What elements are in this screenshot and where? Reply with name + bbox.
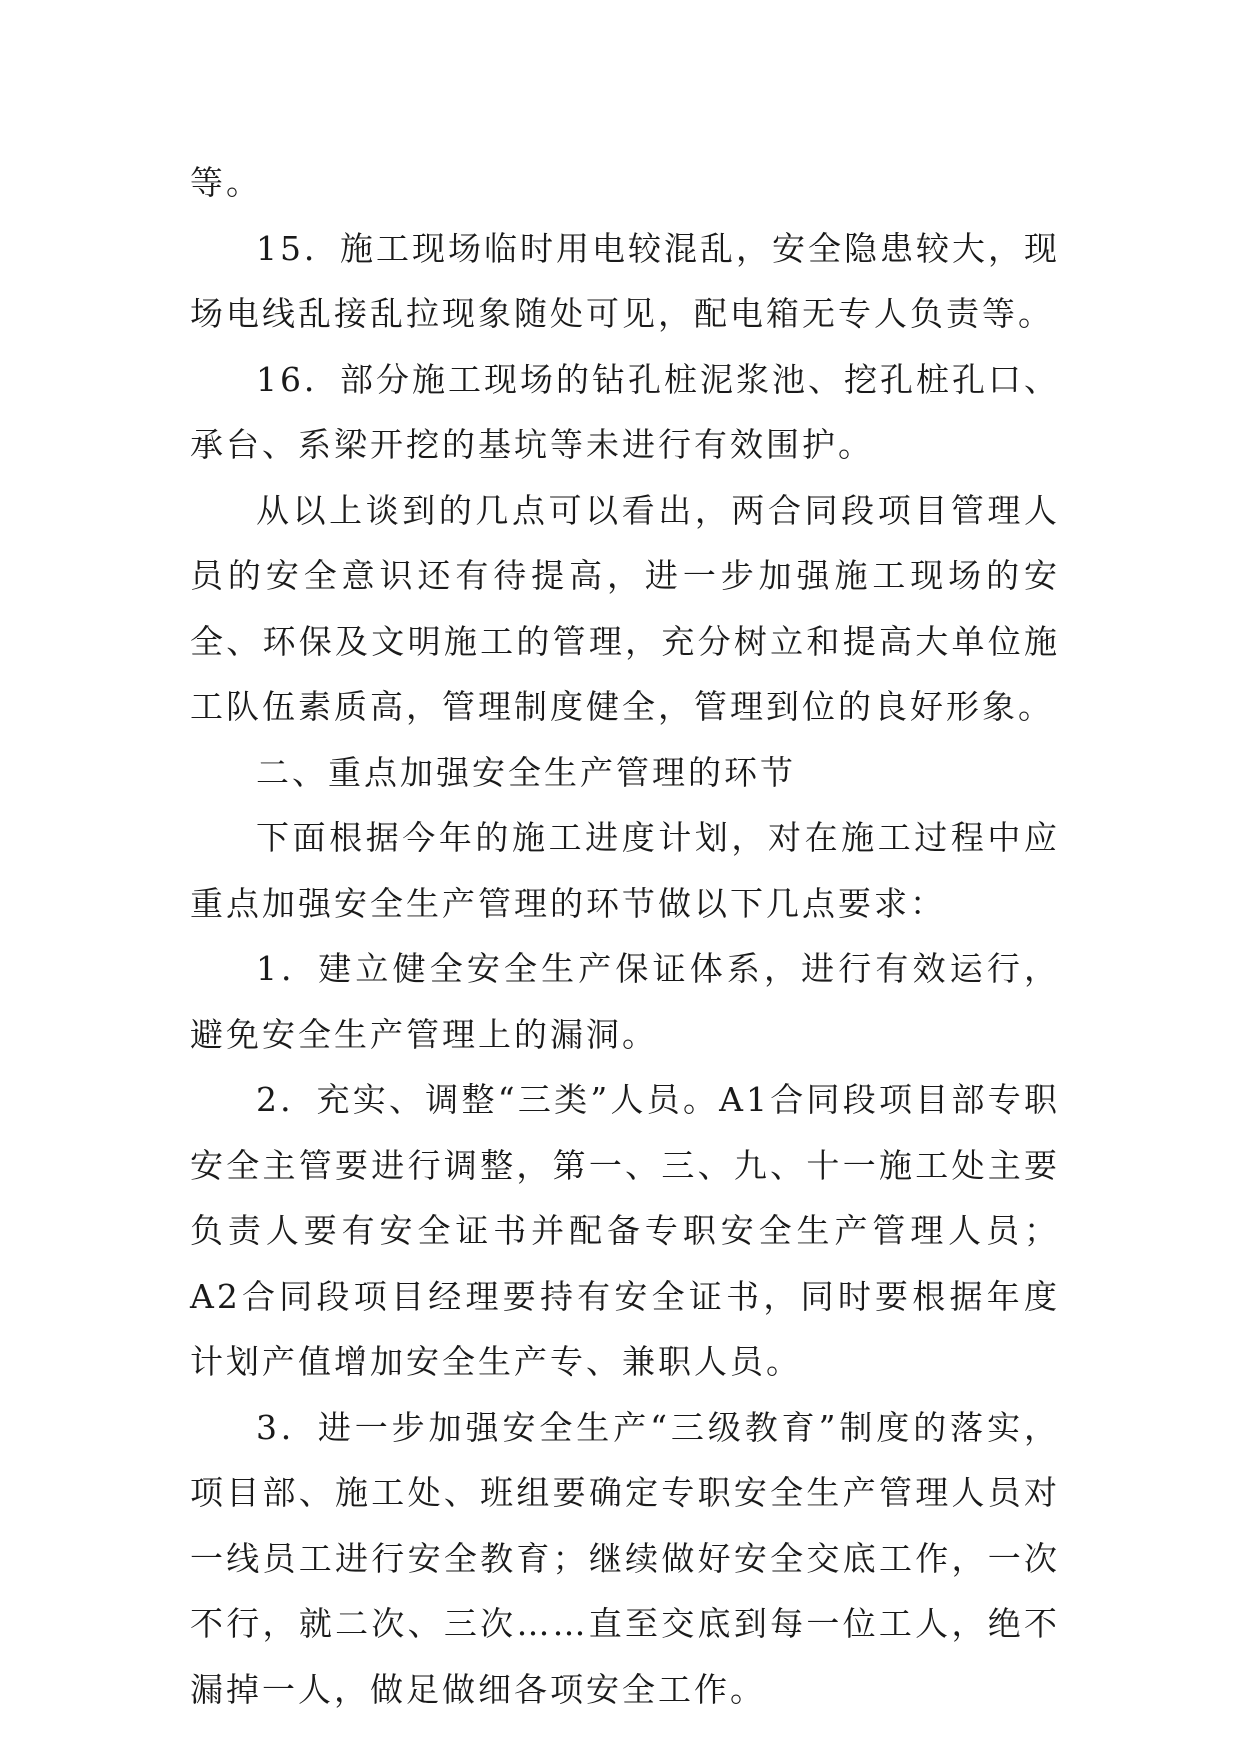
paragraph-item-1: 1．建立健全安全生产保证体系，进行有效运行，避免安全生产管理上的漏洞。: [190, 949, 1060, 1054]
paragraph-summary: 从以上谈到的几点可以看出，两合同段项目管理人员的安全意识还有待提高，进一步加强施工现场的安全、环保及文明施工的管理，充分树立和提高大单位施工队伍素质高，管理制度健全，管理到位的良好形象。: [190, 490, 1060, 726]
document-body: [190, 150, 1060, 1722]
paragraph-intro: 下面根据今年的施工进度计划，对在施工过程中应重点加强安全生产管理的环节做以下几点要求：: [190, 818, 1060, 923]
paragraph-item-2: 2．充实、调整“三类”人员。A1合同段项目部专职安全主管要进行调整，第一、三、九、十一施工处主要负责人要有安全证书并配备专职安全生产管理人员；A2合同段项目经理要持有安全证书，同时要根据年度计划产值增加安全生产专、兼职人员。: [190, 1080, 1060, 1381]
paragraph-item-16: 16．部分施工现场的钻孔桩泥浆池、挖孔桩孔口、承台、系梁开挖的基坑等未进行有效围护。: [190, 359, 1060, 464]
paragraph-item-3: 3．进一步加强安全生产“三级教育”制度的落实，项目部、施工处、班组要确定专职安全生产管理人员对一线员工进行安全教育；继续做好安全交底工作，一次不行，就二次、三次……直至交底到每一位工人，绝不漏掉一人，做足做细各项安全工作。: [190, 1407, 1060, 1709]
section-heading: 二、重点加强安全生产管理的环节: [256, 752, 796, 792]
paragraph-item-15: 15．施工现场临时用电较混乱，安全隐患较大，现场电线乱接乱拉现象随处可见，配电箱无专人负责等。: [190, 228, 1060, 333]
paragraph-continuation: 等。: [190, 163, 262, 202]
